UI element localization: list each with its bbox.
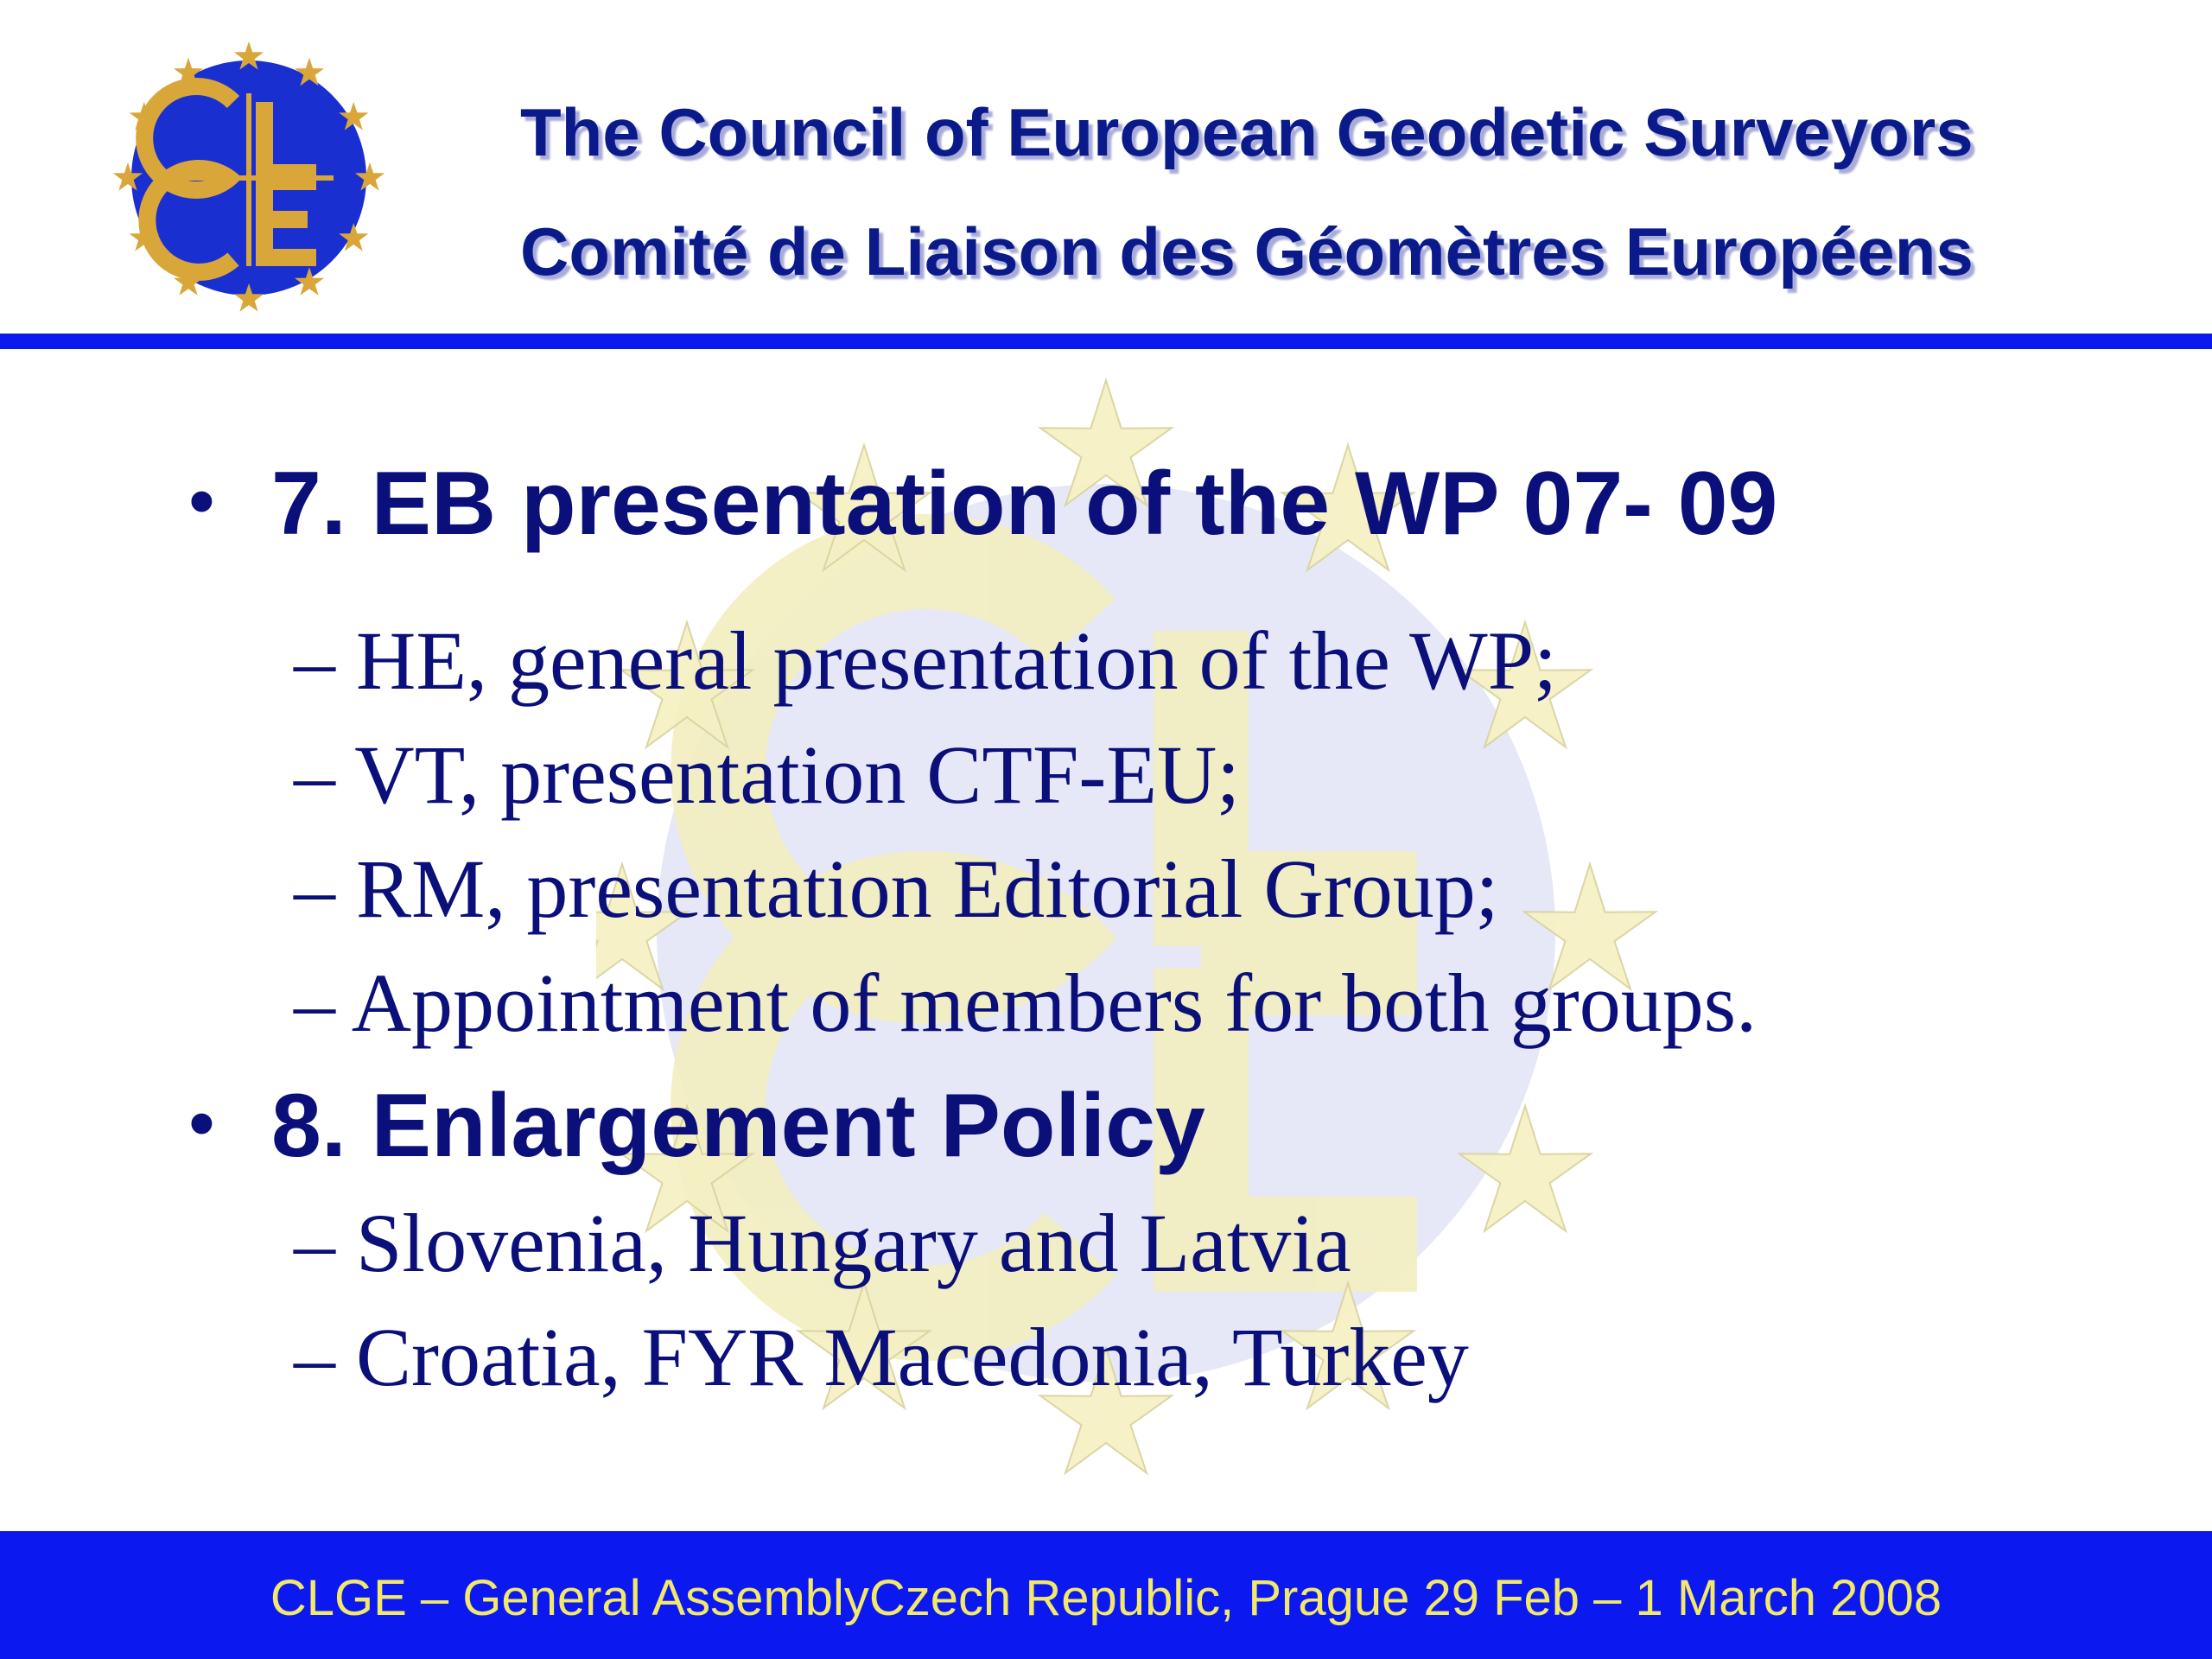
sub-item: – Appointment of members for both groups. xyxy=(294,957,1758,1049)
bullet-glyph: • xyxy=(188,1080,215,1166)
sub-item: – RM, presentation Editorial Group; xyxy=(294,842,1499,935)
sub-item: – Croatia, FYR Macedonia, Turkey xyxy=(294,1311,1469,1403)
sub-item: – Slovenia, Hungary and Latvia xyxy=(294,1197,1351,1289)
footer-text: CLGE – General AssemblyCzech Republic, Prague 29 Feb – 1 March 2008 xyxy=(270,1570,1942,1626)
header-title-french: Comité de Liaison des Géomètres Européens xyxy=(520,213,1974,289)
bullet-label: 8. Enlargement Policy xyxy=(271,1076,1205,1176)
sub-item: – HE, general presentation of the WP; xyxy=(294,614,1557,707)
bullet-item-wp xyxy=(188,449,1777,556)
sub-item: – VT, presentation CTF-EU; xyxy=(294,728,1240,821)
bullet-label: 7. EB presentation of the WP 07- 09 xyxy=(271,454,1778,554)
header-title-english: The Council of European Geodetic Surveyors xyxy=(520,94,1974,170)
bullet-glyph: • xyxy=(188,458,215,543)
bullet-item-enlargement xyxy=(188,1071,1205,1178)
